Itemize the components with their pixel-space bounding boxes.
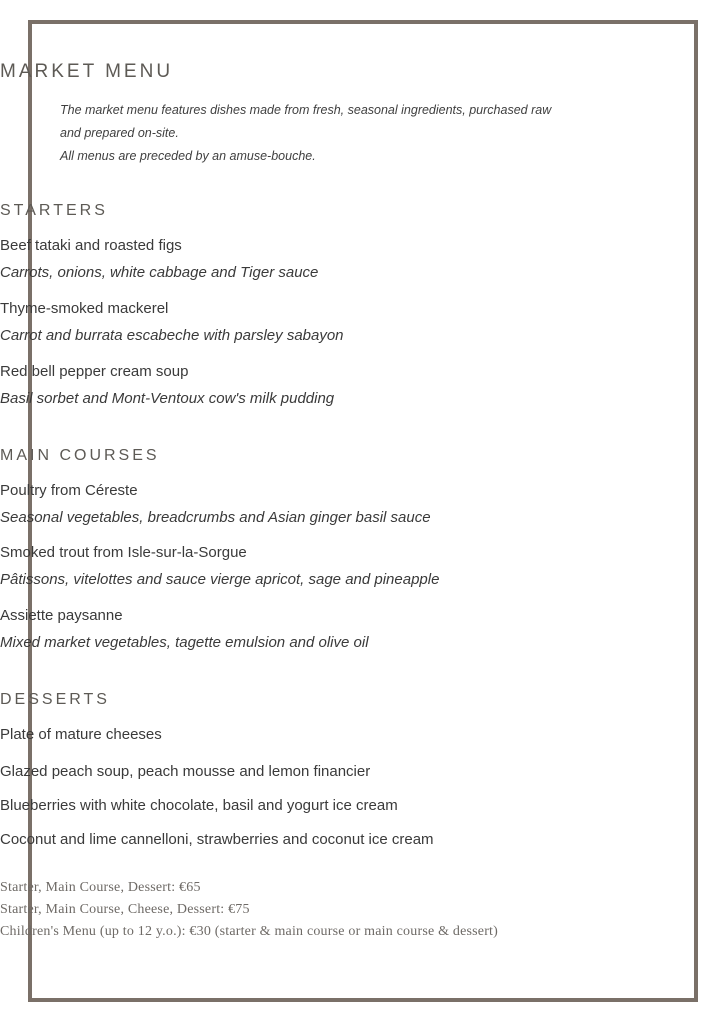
starters-heading: STARTERS — [0, 202, 108, 219]
intro-line: The market menu features dishes made from fresh, seasonal ingredients, purchased raw — [60, 103, 552, 117]
dessert-item: Blueberries with white chocolate, basil and yogurt ice cream — [0, 797, 398, 814]
main-dish-name: Smoked trout from Isle-sur-la-Sorgue — [0, 544, 247, 561]
main-dish-name: Assiette paysanne — [0, 607, 123, 624]
dessert-item: Plate of mature cheeses — [0, 726, 162, 743]
main-dish-description: Pâtissons, vitelottes and sauce vierge apricot, sage and pineapple — [0, 571, 440, 588]
starter-dish-description: Carrots, onions, white cabbage and Tiger sauce — [0, 264, 319, 281]
main-dish-name: Poultry from Céreste — [0, 482, 138, 499]
intro-line: All menus are preceded by an amuse-bouche. — [60, 149, 316, 163]
starter-dish-name: Thyme-smoked mackerel — [0, 300, 169, 317]
starter-dish-description: Carrot and burrata escabeche with parsley sabayon — [0, 327, 344, 344]
dessert-item: Glazed peach soup, peach mousse and lemon financier — [0, 763, 371, 780]
main-dish-description: Seasonal vegetables, breadcrumbs and Asian ginger basil sauce — [0, 509, 431, 526]
main-courses-heading: MAIN COURSES — [0, 447, 160, 464]
menu-intro — [60, 99, 664, 168]
starter-dish-name: Beef tataki and roasted figs — [0, 237, 182, 254]
starter-dish-name: Red bell pepper cream soup — [0, 363, 189, 380]
desserts-heading: DESSERTS — [0, 691, 110, 708]
price-line: Children's Menu (up to 12 y.o.): €30 (starter & main course or main course & dessert) — [0, 924, 499, 939]
menu-title: MARKET MENU — [0, 61, 174, 82]
main-dish-description: Mixed market vegetables, tagette emulsion and olive oil — [0, 634, 369, 651]
starter-dish-description: Basil sorbet and Mont-Ventoux cow's milk pudding — [0, 390, 335, 407]
dessert-item: Coconut and lime cannelloni, strawberries and coconut ice cream — [0, 831, 434, 848]
price-line: Starter, Main Course, Dessert: €65 — [0, 880, 201, 895]
price-line: Starter, Main Course, Cheese, Dessert: €75 — [0, 902, 250, 917]
intro-line: and prepared on-site. — [60, 126, 179, 140]
